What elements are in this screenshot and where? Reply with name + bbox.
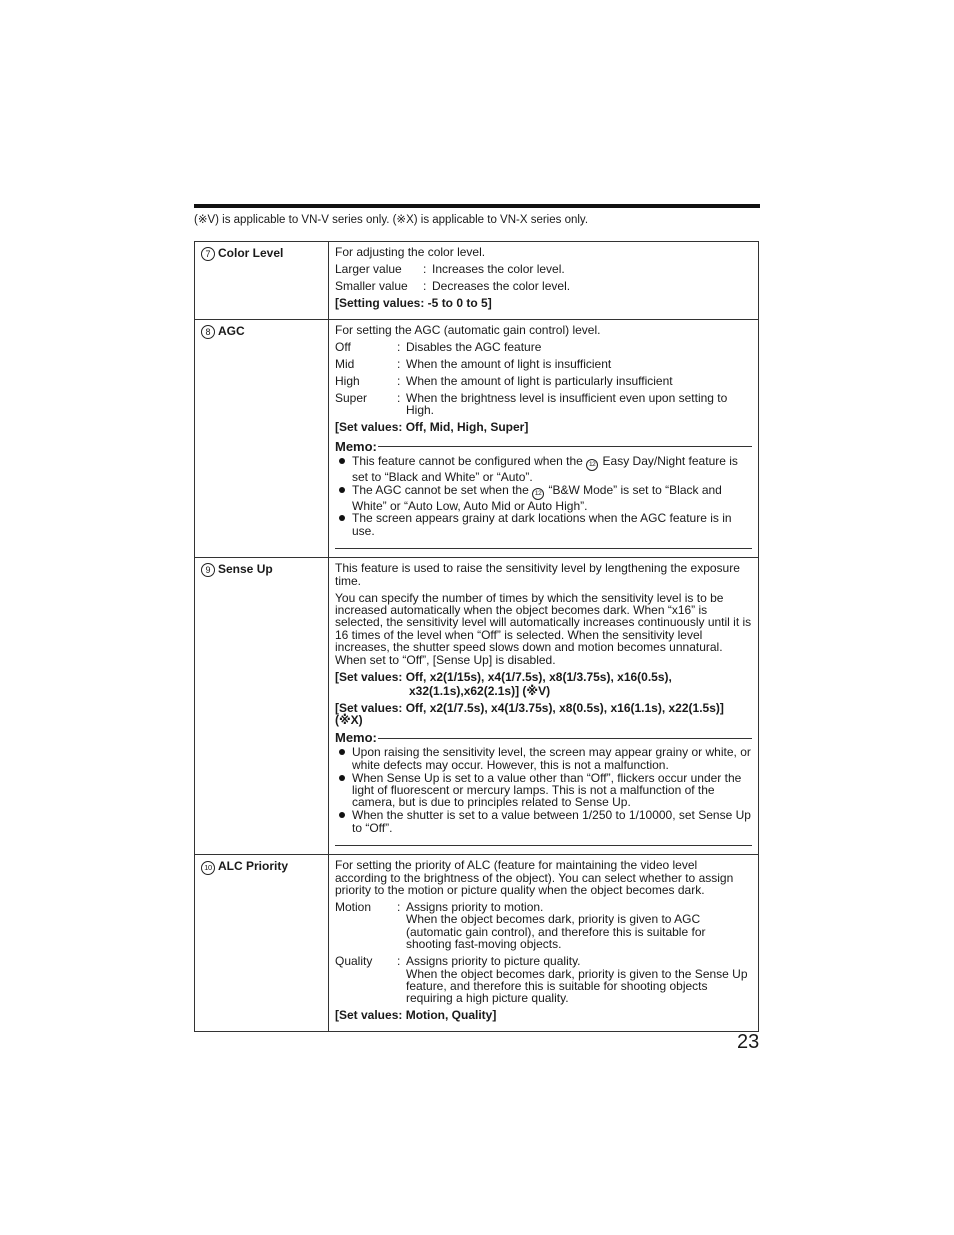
row-sense-up [195, 558, 759, 855]
item-number-badge: 10 [201, 861, 215, 875]
option-key: High [335, 374, 360, 388]
item-title: Sense Up [218, 562, 273, 577]
intro-text: For setting the priority of ALC (feature for maintaining the video level according to the brightness of the object). You can select whether to assign priority to the motion or picture quality when the object becomes dark. [335, 858, 734, 897]
memo-item: The screen appears grainy at dark locations when the AGC feature is in use. [335, 512, 752, 537]
setting-values-x: [Set values: Off, x2(1/7.5s), x4(1/3.75s), x8(0.5s), x16(1.1s), x22(1.5s)] (※X) [335, 701, 724, 728]
top-rule [194, 204, 760, 208]
agc-description [329, 320, 759, 558]
sense-up-description [329, 558, 759, 855]
memo-text: This feature cannot be configured when the [352, 453, 583, 468]
item-title: ALC Priority [218, 859, 289, 874]
option-row [335, 341, 752, 353]
color-level-label [195, 242, 329, 320]
settings-table [194, 241, 759, 1032]
series-note: (※V) is applicable to VN-V series only. (※X) is applicable to VN-X series only. [194, 214, 589, 226]
row-agc [195, 320, 759, 558]
option-value: When the amount of light is particularly insufficient [406, 374, 673, 388]
option-value: Increases the color level. [432, 262, 565, 276]
option-row [335, 358, 752, 370]
item-number-badge: 12 [532, 488, 544, 500]
memo-header [335, 731, 752, 744]
option-key: Motion [335, 899, 372, 914]
memo-end-rule [335, 548, 752, 549]
option-detail: When the object becomes dark, priority is given to the Sense Up feature, and therefore this is suitable for shooting objects requiring a high picture quality. [406, 966, 748, 1006]
option-detail: When the object becomes dark, priority is given to AGC (automatic gain control), and therefore this is suitable for shooting fast-moving objects. [406, 912, 706, 952]
option-colon: : [423, 279, 427, 293]
item-number-badge: 12 [586, 459, 598, 471]
setting-values-v-line2: x32(1.1s),x62(2.1s)] (※V) [409, 684, 551, 699]
option-row [335, 280, 752, 292]
option-summary: Assigns priority to picture quality. [406, 954, 581, 969]
option-colon: : [397, 954, 401, 969]
agc-label [195, 320, 329, 558]
option-row [335, 263, 752, 275]
option-value: Disables the AGC feature [406, 340, 542, 354]
memo-label: Memo: [335, 730, 377, 746]
intro-text: For setting the AGC (automatic gain control) level. [335, 323, 601, 337]
setting-values: [Set values: Off, Mid, High, Super] [335, 420, 529, 435]
memo-header [335, 440, 752, 453]
setting-values: [Setting values: -5 to 0 to 5] [335, 296, 492, 310]
setting-values-v-line1: [Set values: Off, x2(1/15s), x4(1/7.5s), x8(1/3.75s), x16(0.5s), [335, 669, 672, 684]
option-key: Super [335, 391, 368, 405]
page-number: 23 [737, 1031, 760, 1053]
option-colon: : [397, 374, 401, 388]
option-row [335, 392, 752, 417]
option-colon: : [423, 262, 427, 276]
option-key: Off [335, 340, 351, 354]
row-alc-priority [195, 855, 759, 1032]
option-value: When the brightness level is insufficient even upon setting to High. [406, 391, 728, 418]
option-key: Mid [335, 357, 355, 371]
item-title: Color Level [218, 246, 284, 260]
option-key: Quality [335, 954, 373, 969]
color-level-description [329, 242, 759, 320]
memo-rule [378, 446, 752, 447]
option-value: Decreases the color level. [432, 279, 571, 293]
memo-text: The AGC cannot be set when the [352, 482, 529, 497]
memo-label: Memo: [335, 438, 377, 454]
memo-item [335, 484, 752, 512]
option-row [335, 955, 752, 1005]
option-colon: : [397, 391, 401, 405]
detail-text: You can specify the number of times by which the sensitivity level is to be increased automatically when the object becomes dark. When “x16” is selected, the sensitivity level will automatically increases continuously until it is 16 times of the level when “Off” is selected. When the sensitivity level increases, the shutter speed slows down and motion becomes unnatural. When set to “Off”, [Sense Up] is disabled. [335, 590, 752, 667]
row-color-level [195, 242, 759, 320]
option-row [335, 375, 752, 387]
option-key: Smaller value [335, 279, 408, 293]
item-number-badge: 9 [201, 563, 215, 577]
memo-text: “B&W Mode” is set to “Black and White” or “Auto Low, Auto Mid or Auto High”. [352, 482, 722, 513]
memo-item: Upon raising the sensitivity level, the screen may appear grainy or white, or white defects may occur. However, this is not a malfunction. [335, 746, 752, 771]
intro-text: This feature is used to raise the sensitivity level by lengthening the exposure time. [335, 561, 740, 588]
memo-list [335, 746, 752, 834]
memo-text: Easy Day/Night feature is set to “Black and White” or “Auto”. [352, 453, 738, 484]
memo-item [335, 455, 752, 483]
option-summary: Assigns priority to motion. [406, 899, 544, 914]
memo-item: When Sense Up is set to a value other than “Off”, flickers occur under the light of fluorescent or mercury lamps. This is not a malfunction of the camera, but is due to principles related to Sense Up. [335, 772, 752, 809]
setting-values: [Set values: Motion, Quality] [335, 1008, 497, 1023]
option-row [335, 901, 752, 951]
memo-end-rule [335, 845, 752, 846]
option-key: Larger value [335, 262, 402, 276]
option-colon: : [397, 340, 401, 354]
option-value [406, 955, 752, 1005]
alc-priority-label [195, 855, 329, 1032]
option-value [406, 901, 752, 951]
sense-up-label [195, 558, 329, 855]
intro-text: For adjusting the color level. [335, 245, 486, 259]
alc-priority-description [329, 855, 759, 1032]
item-number-badge: 8 [201, 325, 215, 339]
option-value: When the amount of light is insufficient [406, 357, 612, 371]
memo-list [335, 455, 752, 537]
memo-item: When the shutter is set to a value between 1/250 to 1/10000, set Sense Up to “Off”. [335, 809, 752, 834]
memo-rule [378, 738, 752, 739]
option-colon: : [397, 899, 401, 914]
item-title: AGC [218, 324, 245, 338]
item-number-badge: 7 [201, 247, 215, 261]
option-colon: : [397, 357, 401, 371]
